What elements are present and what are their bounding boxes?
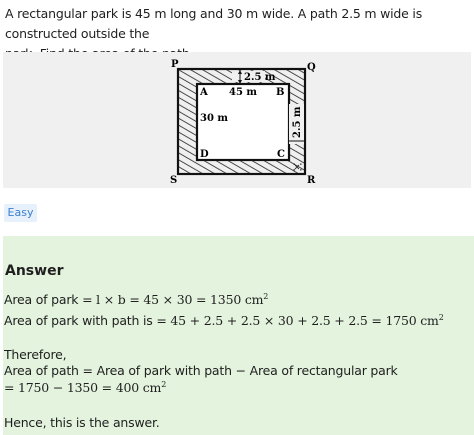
answer-line-2-text: Area of park with path is: [4, 313, 153, 328]
answer-line-5: [4, 380, 166, 395]
answer-line-1-exponent: 2: [263, 292, 269, 301]
figure-panel: [3, 52, 471, 188]
path-right-label: 2.5 m: [292, 106, 303, 138]
path-top-label: 2.5 m: [244, 72, 276, 83]
corner-label-q: Q: [307, 62, 316, 73]
corner-label-s: S: [170, 175, 178, 186]
answer-line-1: [4, 292, 268, 307]
answer-line-1-text: Area of park: [4, 292, 79, 307]
answer-line-6: Hence, this is the answer.: [4, 415, 160, 430]
difficulty-badge: Easy: [4, 204, 37, 222]
park-diagram: [3, 52, 471, 188]
answer-line-3: Therefore,: [4, 347, 67, 362]
answer-line-2-math: = 45 + 2.5 + 2.5 × 30 + 2.5 + 2.5 = 1750 cm: [152, 313, 439, 328]
question-line-1: A rectangular park is 45 m long and 30 m wide. A path 2.5 m wide is constructed outside the: [5, 6, 423, 41]
answer-title: Answer: [5, 263, 64, 279]
answer-line-1-math: = l × b = 45 × 30 = 1350 cm: [78, 292, 264, 307]
answer-line-5-math: = 1750 − 1350 = 400 cm: [4, 380, 162, 395]
answer-section: [3, 236, 474, 435]
corner-label-p: P: [171, 59, 179, 70]
corner-label-b: B: [276, 87, 285, 98]
corner-label-c: C: [277, 149, 285, 160]
corner-label-r: R: [307, 175, 316, 186]
answer-line-2: [4, 313, 444, 328]
corner-label-d: D: [200, 149, 209, 160]
answer-line-5-exponent: 2: [161, 380, 167, 389]
answer-line-4: Area of path = Area of park with path − Area of rectangular park: [4, 363, 398, 378]
corner-label-a: A: [200, 87, 208, 98]
answer-line-2-exponent: 2: [438, 313, 444, 322]
length-label: 45 m: [229, 87, 257, 98]
width-label: 30 m: [200, 113, 228, 124]
